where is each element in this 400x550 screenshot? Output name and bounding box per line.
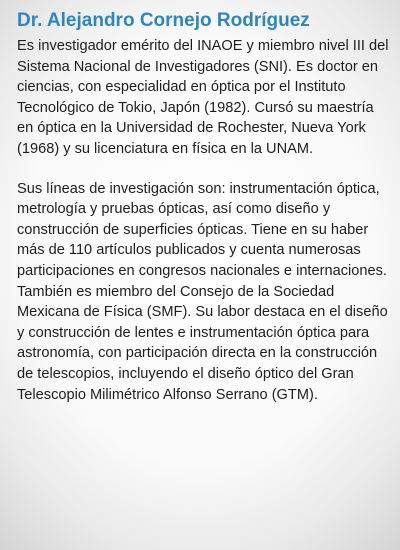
bio-paragraph-research: Sus líneas de investigación son: instrumentación óptica, metrología y pruebas ópticas, así como diseño y construcción de superficies ópticas. Tiene en su haber más de 110 artículos publicados y cuenta numerosas participaciones en congresos nacionales e internaciones. También es miembro del Consejo de la Sociedad Mexicana de Física (SMF). Su labor destaca en el diseño y construcción de lentes e instrumentación óptica para astronomía, con participación directa en la construcción de telescopios, incluyendo el diseño óptico del Gran Telescopio Milimétrico Alfonso Serrano (GTM). [17,180,388,403]
profile-name: Dr. Alejandro Cornejo Rodríguez [17,10,310,31]
bio-paragraph-education: Es investigador emérito del INAOE y miembro nivel III del Sistema Nacional de Investigadores (SNI). Es doctor en ciencias, con especialidad en óptica por el Instituto Tecnológico de Tokio, Japón (1982). Cursó su maestría en óptica en la Universidad de Rochester, Nueva York (1968) y su licenciatura en física en la UNAM. [17,38,389,157]
